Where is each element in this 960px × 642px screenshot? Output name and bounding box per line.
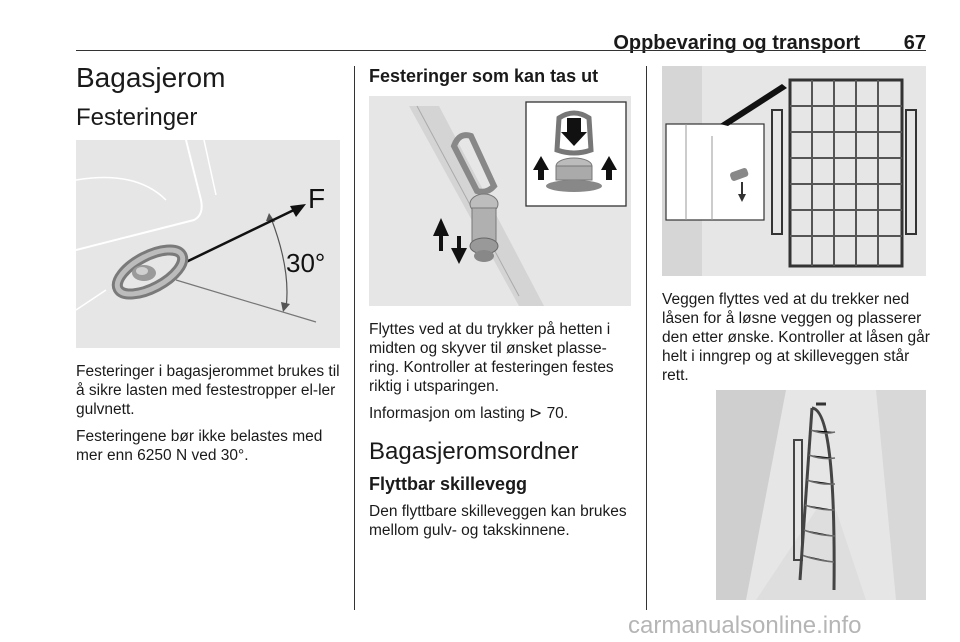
section-heading: Bagasjerom (76, 62, 226, 93)
subsection-heading-partition: Flyttbar skillevegg (369, 474, 528, 494)
column2-body-2 (369, 502, 637, 548)
watermark: carmanualsonline.info (628, 612, 862, 639)
paragraph: Festeringene bør ikke belastes med mer enn 6250 N ved 30°. (76, 428, 323, 464)
angle-label: 30° (286, 248, 326, 278)
cross-reference: Informasjon om lasting ⊳ 70. (369, 405, 569, 422)
subsection-heading-removable-rings: Festeringer som kan tas ut (369, 66, 599, 86)
subsection-heading: Festeringer (76, 104, 198, 131)
paragraph: Festeringer i bagasjerommet brukes til å sikre lasten med festestropper el-ler gulvnett. (76, 363, 340, 418)
page-ref-arrow-icon: ⊳ (529, 405, 543, 422)
partition-net-illustration (662, 66, 926, 276)
paragraph: Den flyttbare skilleveggen kan brukes mellom gulv- og takskinnene. (369, 503, 627, 539)
tie-down-ring-illustration (76, 140, 340, 348)
column2-body (369, 320, 635, 431)
column3-body (662, 290, 930, 393)
paragraph: Veggen flyttes ved at du trekker ned låsen for å løsne veggen og plasserer den etter ønske. Kontroller at låsen går helt i inngrep og at skilleveggen står rett. (662, 291, 930, 384)
paragraph: Flyttes ved at du trykker på hetten i midten og skyver til ønsket plasse-ring. Kontroller at festeringen festes riktig i utsparingen. (369, 321, 614, 395)
force-label: F (308, 183, 326, 214)
running-header-title: Oppbevaring og transport (613, 32, 860, 54)
column1-body (76, 362, 346, 473)
removable-ring-illustration (369, 96, 631, 306)
installed-partition-photo (716, 390, 926, 600)
column-divider-right (646, 66, 647, 610)
page-number: 67 (903, 32, 926, 54)
header-rule (76, 50, 926, 51)
column-divider-left (354, 66, 355, 610)
section-heading-cargo-organizer: Bagasjeromsordner (369, 438, 579, 465)
